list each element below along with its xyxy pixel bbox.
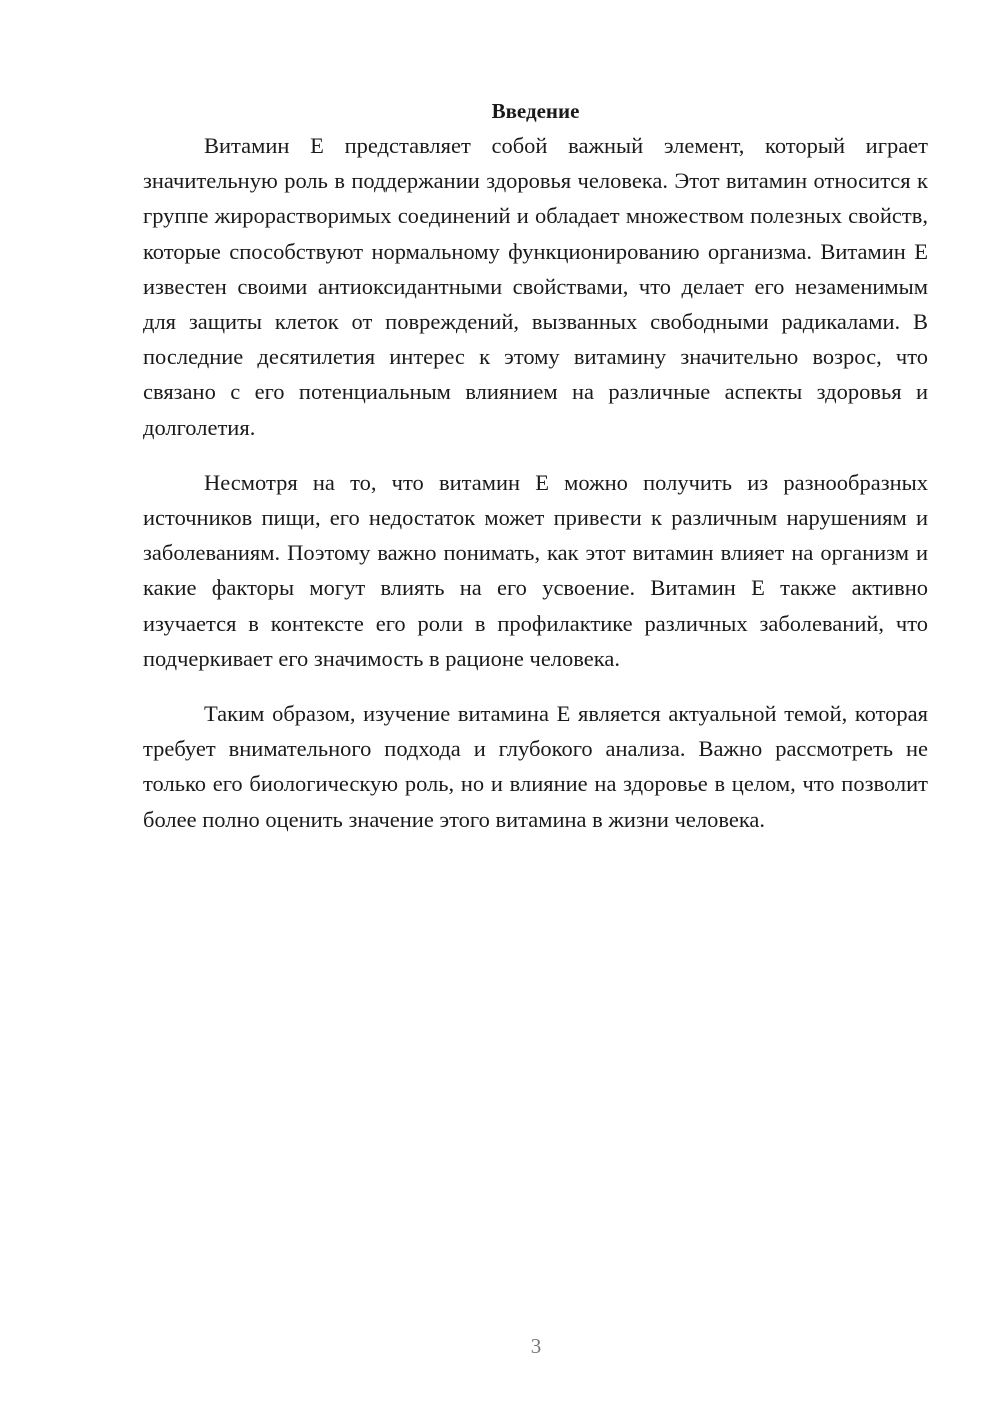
paragraph-intro: Витамин E представляет собой важный элемент, который играет значительную роль в поддержании здоровья человека. Этот витамин относится к группе жирорастворимых соединений и обладает множеством полезных свойств, которые способствуют нормальному функционированию организма. Витамин E известен своими антиоксидантными свойствами, что делает его незаменимым для защиты клеток от повреждений, вызванных свободными радикалами. В последние десятилетия интерес к этому витамину значительно возрос, что связано с его потенциальным влиянием на различные аспекты здоровья и долголетия.	[143, 133, 928, 440]
paragraph-conclusion: Таким образом, изучение витамина E является актуальной темой, которая требует внимательного подхода и глубокого анализа. Важно рассмотреть не только его биологическую роль, но и влияние на здоровье в целом, что позволит более полно оценить значение этого витамина в жизни человека.	[143, 701, 928, 832]
page-number: 3	[530, 1334, 542, 1358]
page-content	[143, 96, 928, 857]
paragraph-sources: Несмотря на то, что витамин E можно получить из разнообразных источников пищи, его недостаток может привести к различным нарушениям и заболеваниям. Поэтому важно понимать, как этот витамин влияет на организм и какие факторы могут влиять на его усвоение. Витамин E также активно изучается в контексте его роли в профилактике различных заболеваний, что подчеркивает его значимость в рационе человека.	[143, 469, 928, 671]
section-heading: Введение	[491, 99, 580, 123]
